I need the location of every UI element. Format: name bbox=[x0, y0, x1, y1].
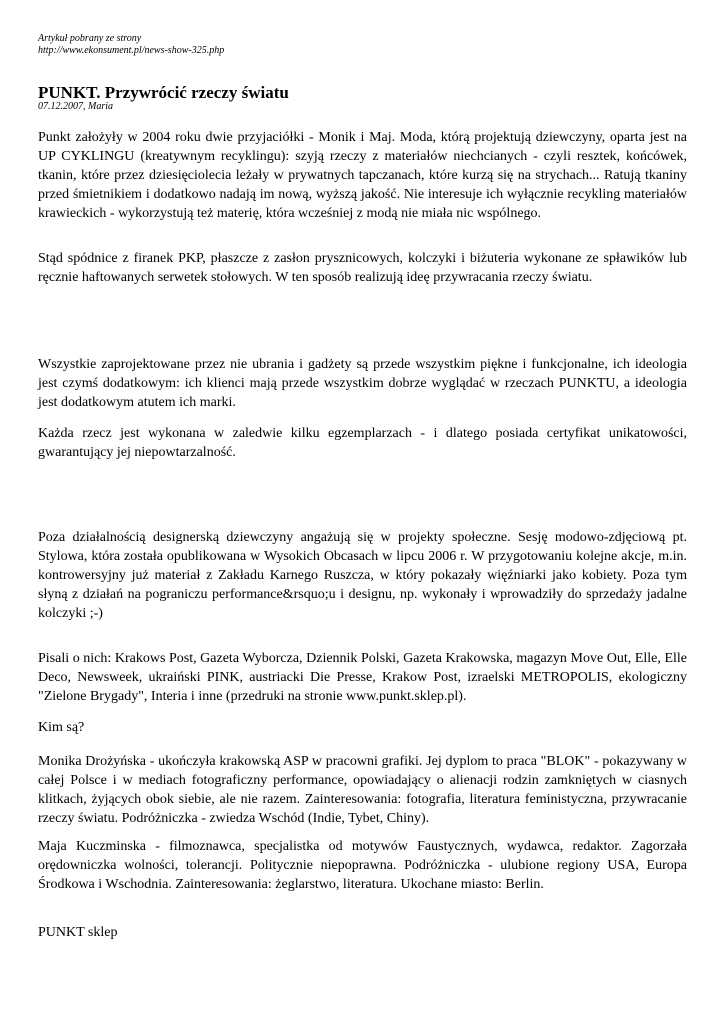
source-label: Artykuł pobrany ze strony bbox=[38, 33, 142, 44]
article-meta: 07.12.2007, Maria bbox=[38, 101, 113, 112]
paragraph-press: Pisali o nich: Krakows Post, Gazeta Wyborcza, Dziennik Polski, Gazeta Krakowska, magazyn Move Out, Elle, Elle Deco, Newsweek, ukraiński PINK, austriacki Die Presse, Krakow Post, izraelski METROPOLIS, ekologiczny "Zielone Brygady", Interia i inne (przedruki na stronie www.punkt.sklep.pl). bbox=[38, 651, 687, 704]
paragraph-uniqueness: Każda rzecz jest wykonana w zaledwie kilku egzemplarzach - i dlatego posiada certyfikat unikatowości, gwarantujący jej niepowtarzalność. bbox=[38, 426, 687, 460]
source-note bbox=[38, 33, 224, 57]
paragraph-monika: Monika Drożyńska - ukończyła krakowską ASP w pracowni grafiki. Jej dyplom to praca "BLOK" - pokazywany w całej Polsce i w mediach fotograficzny performance, opowiadający o alienacji rodzin zamkniętych w ciasnych klitkach, żyjących obok siebie, ale nie razem. Zainteresowania: fotografia, literatura feministyczna, przywracanie rzeczy światu. Podróżniczka - zwiedza Wschód (Indie, Tybet, Chiny). bbox=[38, 754, 687, 826]
paragraph-shop: PUNKT sklep bbox=[38, 925, 118, 940]
paragraph-who-heading: Kim są? bbox=[38, 720, 85, 735]
paragraph-products: Stąd spódnice z firanek PKP, płaszcze z zasłon prysznicowych, kolczyki i biżuteria wykonane ze spławików lub ręcznie haftowanych serwetek stołowych. W ten sposób realizują ideę przywracania rzeczy światu. bbox=[38, 251, 687, 285]
paragraph-intro: Punkt założyły w 2004 roku dwie przyjaciółki - Monik i Maj. Moda, którą projektują dziewczyny, oparta jest na UP CYKLINGU (kreatywnym recyklingu): szyją rzeczy z materiałów niechcianych - czyli resztek, końcówek, tkanin, które przez dziesięciolecia leżały w prywatnych tapczanach, które kurzą się na strychach... Ratują tkaniny przed śmietnikiem i dodatkowo nadają im nową, wyższą jakość. Nie interesuje ich wyłącznie recykling materiałów krawieckich - wykorzystują też materię, która wcześniej z modą nie miała nic wspólnego. bbox=[38, 130, 687, 221]
article-title: PUNKT. Przywrócić rzeczy światu bbox=[38, 83, 289, 102]
paragraph-ideology: Wszystkie zaprojektowane przez nie ubrania i gadżety są przede wszystkim piękne i funkcjonalne, ich ideologia jest czymś dodatkowym: ich klienci mają przede wszystkim dobrze wyglądać w rzeczach PUNKTU, a ideologia jest dodatkowym atutem ich marki. bbox=[38, 357, 687, 410]
source-url: http://www.ekonsument.pl/news-show-325.php bbox=[38, 45, 225, 56]
paragraph-social-projects: Poza działalnością designerską dziewczyny angażują się w projekty społeczne. Sesję modowo-zdjęciową pt. Stylowa, która została opublikowana w Wysokich Obcasach w lipcu 2006 r. W przygotowaniu kolejne akcje, m.in. kontrowersyjny już materiał z Zakładu Karnego Ruszcza, w który pokazały więźniarki jako kobiety. Poza tym słyną z działań na pograniczu performance&rsquo;u i designu, np. wykonały i wprowadziły do sprzedaży jadalne kolczyki ;-) bbox=[38, 530, 687, 621]
paragraph-maja: Maja Kuczminska - filmoznawca, specjalistka od motywów Faustycznych, wydawca, redaktor. Zagorzała orędowniczka wolności, tolerancji. Politycznie niepoprawna. Podróżniczka - ulubione regiony USA, Europa Środkowa i Wschodnia. Zainteresowania: żeglarstwo, literatura. Ukochane miasto: Berlin. bbox=[38, 839, 687, 892]
